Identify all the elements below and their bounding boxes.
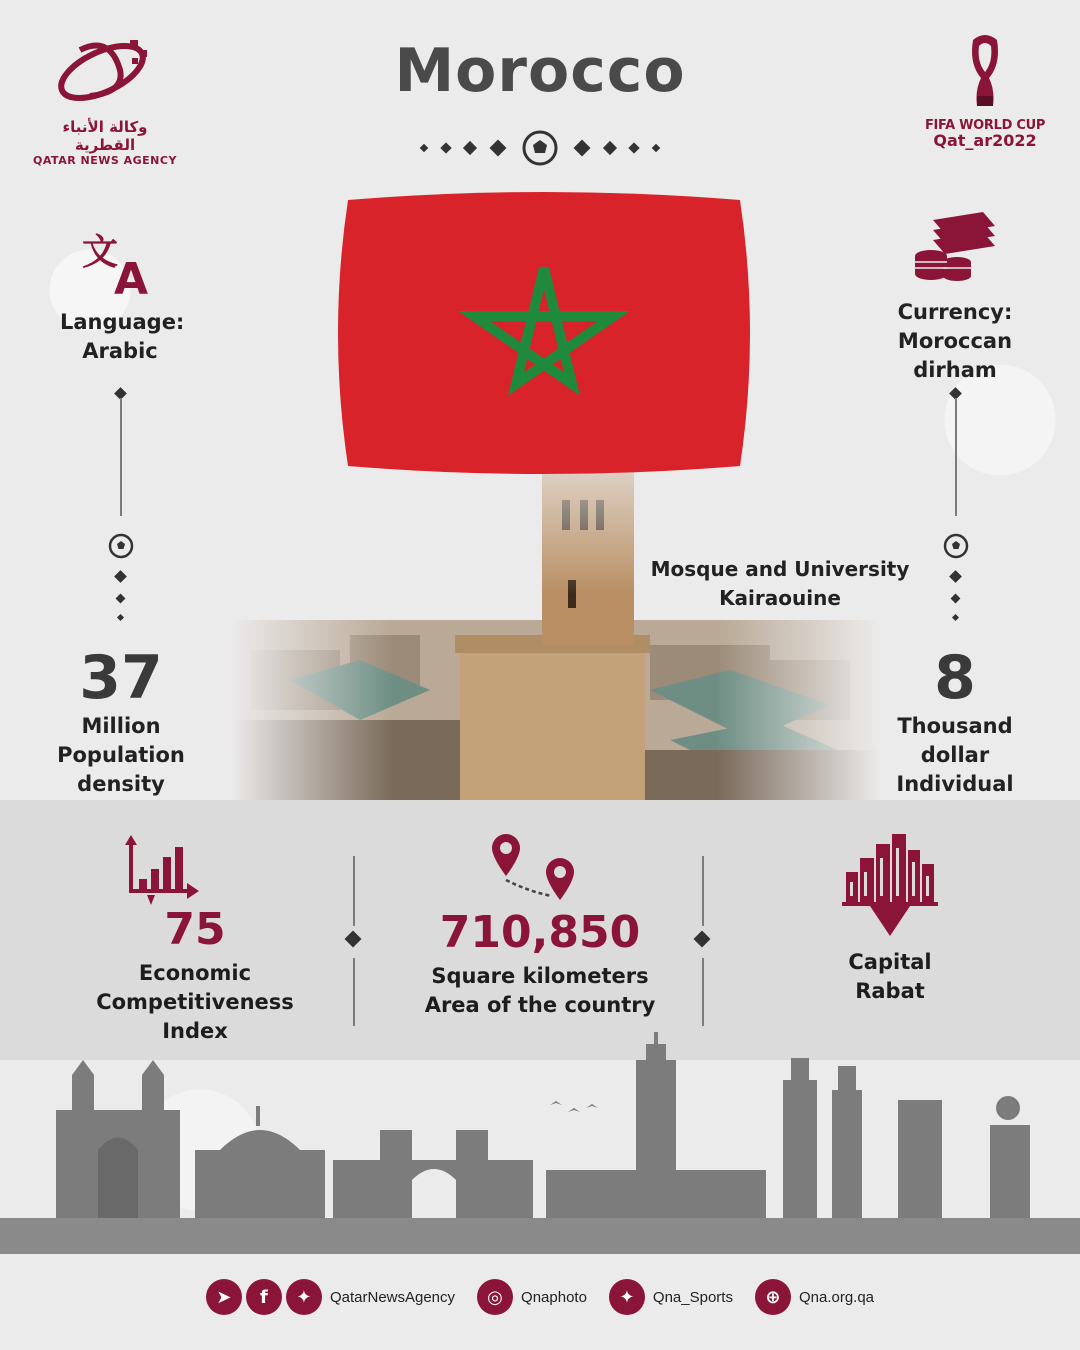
income-number: 8 <box>934 643 976 713</box>
svg-text:A: A <box>114 254 149 298</box>
currency-value-line2: dirham <box>913 358 997 382</box>
social-group-sports <box>609 1279 733 1315</box>
area-number: 710,850 <box>439 907 641 958</box>
twitter-icon[interactable]: ✦ <box>609 1279 645 1315</box>
twitter-icon[interactable]: ✦ <box>286 1279 322 1315</box>
population-line3: density <box>77 772 165 796</box>
population-line2: Population <box>57 743 185 767</box>
kairaouine-mosque-photo <box>230 420 880 810</box>
morocco-flag <box>334 190 754 476</box>
globe-icon[interactable]: ⊕ <box>755 1279 791 1315</box>
page-title: Morocco <box>394 36 686 106</box>
instagram-handle-link[interactable]: Qnaphoto <box>521 1288 587 1306</box>
stat-divider-1-bottom <box>353 958 355 1026</box>
left-football-icon <box>108 533 134 559</box>
stat-divider-2-bottom <box>702 958 704 1026</box>
stat-divider-2-top <box>702 856 704 926</box>
capital-line2: Rabat <box>855 979 925 1003</box>
currency-label: Currency: <box>897 300 1013 324</box>
currency-block <box>880 212 1030 385</box>
map-pin-route-icon <box>490 832 590 904</box>
qna-arabic-name: وكالة الأنباء القطرية <box>62 118 148 154</box>
svg-text:文: 文 <box>82 232 119 273</box>
photo-caption <box>640 555 920 613</box>
area-line2: Area of the country <box>424 993 656 1017</box>
population-block <box>40 643 202 799</box>
bar-chart-icon <box>125 835 205 911</box>
sports-handle-link[interactable]: Qna_Sports <box>652 1288 733 1306</box>
money-stack-icon <box>913 212 997 282</box>
translate-icon <box>82 228 158 298</box>
stat-divider-1-top <box>353 856 355 926</box>
morocco-skyline <box>0 1030 1080 1260</box>
photo-caption-line1: Mosque and University <box>650 557 910 581</box>
right-connector-line <box>955 398 957 516</box>
social-footer <box>0 1272 1080 1322</box>
left-connector-line <box>120 398 122 516</box>
title-divider <box>0 128 1080 168</box>
capital-line1: Capital <box>848 950 932 974</box>
economic-stat <box>60 835 330 1046</box>
economic-number: 75 <box>164 904 226 955</box>
area-stat <box>400 832 680 1020</box>
facebook-icon[interactable]: f <box>246 1279 282 1315</box>
income-line1: Thousand dollar <box>897 714 1013 767</box>
telegram-icon[interactable]: ➤ <box>206 1279 242 1315</box>
economic-line1: Economic <box>138 961 252 985</box>
instagram-icon[interactable]: ◎ <box>477 1279 513 1315</box>
world-cup-emblem-icon <box>965 34 1005 112</box>
qna-english-name: QATAR NEWS AGENCY <box>33 154 177 167</box>
language-value: Arabic <box>82 339 158 363</box>
city-buildings-icon <box>842 832 938 942</box>
website-link[interactable]: Qna.org.qa <box>798 1288 875 1306</box>
fifa-world-cup-text: FIFA WORLD CUP <box>924 118 1046 133</box>
qna-handle-link[interactable]: QatarNewsAgency <box>329 1288 456 1306</box>
right-football-icon <box>943 533 969 559</box>
income-line2: Individual <box>896 772 1014 796</box>
photo-caption-line2: Kairaouine <box>719 586 841 610</box>
population-line1: Million <box>81 714 161 738</box>
population-number: 37 <box>79 643 163 713</box>
social-group-qna <box>206 1279 455 1315</box>
capital-stat <box>790 832 990 1006</box>
social-group-instagram <box>477 1279 587 1315</box>
language-label: Language: <box>60 310 185 334</box>
language-block <box>60 228 185 366</box>
currency-value-line1: Moroccan <box>897 329 1013 353</box>
area-line1: Square kilometers <box>431 964 649 988</box>
qatar-2022-text: Qat_ar2022 <box>933 131 1037 150</box>
social-group-web <box>755 1279 874 1315</box>
economic-line2: Competitiveness Index <box>96 990 294 1043</box>
